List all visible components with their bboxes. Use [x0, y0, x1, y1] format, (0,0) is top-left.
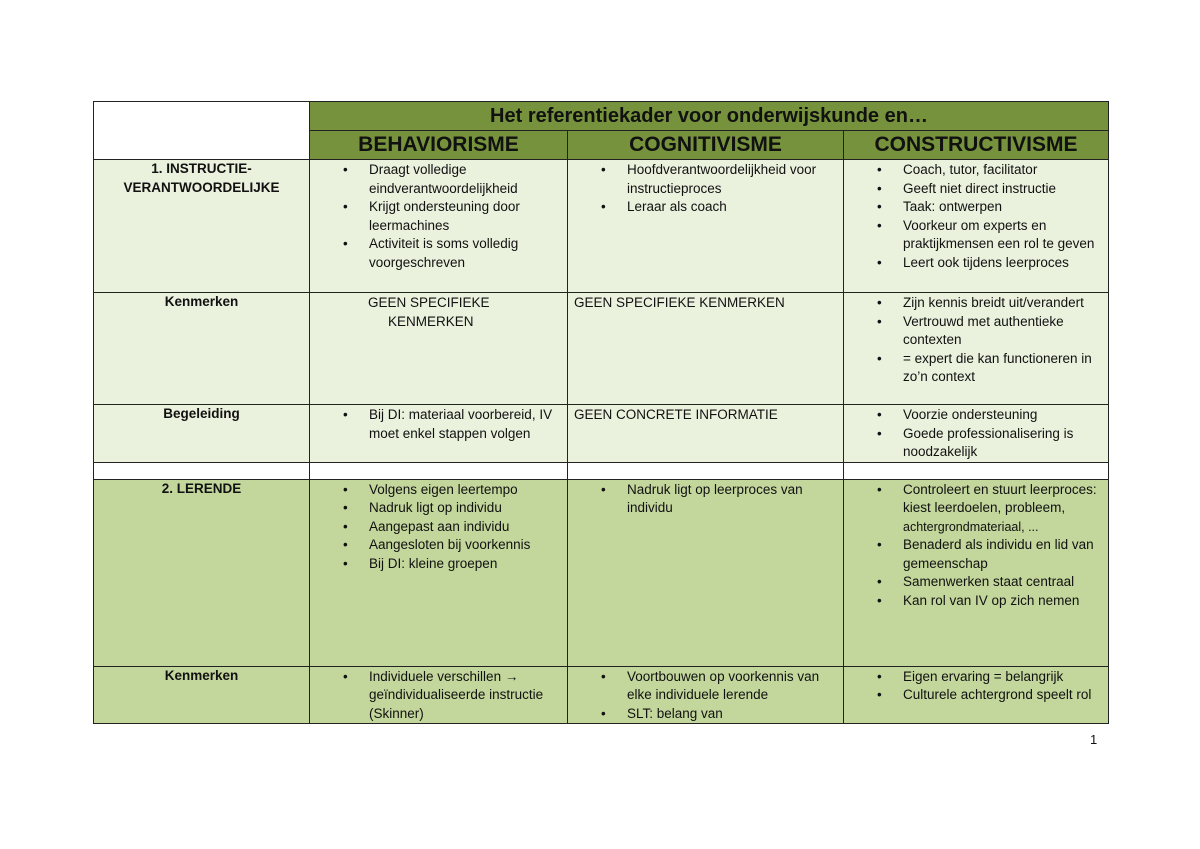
list-item: • Zijn kennis breidt uit/verandert: [844, 294, 1104, 313]
list-item: • Samenwerken staat centraal: [844, 573, 1104, 592]
row-label: 2. LERENDE: [94, 479, 310, 666]
list-item: • Activiteit is soms volledig voorgeschreven: [310, 235, 563, 272]
list-item: • Nadruk ligt op individu: [310, 499, 563, 518]
list-item: • Bij DI: kleine groepen: [310, 555, 563, 574]
list-item: • Kan rol van IV op zich nemen: [844, 592, 1104, 611]
list-item: • Bij DI: materiaal voorbereid, IV moet enkel stappen volgen: [310, 406, 563, 443]
list-item: • Voorkeur om experts en praktijkmensen een rol te geven: [844, 217, 1104, 254]
cell-cognitivisme: [568, 666, 844, 724]
list-item: • = expert die kan functioneren in zo’n context: [844, 350, 1104, 387]
row-label: Begeleiding: [94, 405, 310, 463]
spacer-row: [94, 462, 1109, 479]
column-header-cognitivisme: COGNITIVISME: [568, 131, 844, 160]
table-row: [94, 293, 1109, 405]
list-item: • Culturele achtergrond speelt rol: [844, 686, 1104, 705]
list-item: • Controleert en stuurt leerproces: kiest leerdoelen, probleem, achtergrondmateriaal, ...: [844, 481, 1104, 537]
list-item: • Voorzie ondersteuning: [844, 406, 1104, 425]
table-row: [94, 160, 1109, 293]
cell-constructivisme: [844, 479, 1109, 666]
list-item: • Coach, tutor, facilitator: [844, 161, 1104, 180]
reference-table: [93, 101, 1109, 724]
list-item: • Vertrouwd met authentieke contexten: [844, 313, 1104, 350]
row-label: 1. INSTRUCTIE- VERANTWOORDELIJKE: [94, 160, 310, 293]
list-item: • Nadruk ligt op leerproces van individu: [568, 481, 839, 518]
list-item: • Leert ook tijdens leerproces: [844, 254, 1104, 273]
column-header-constructivisme: CONSTRUCTIVISME: [844, 131, 1109, 160]
column-header-behaviorisme: BEHAVIORISME: [310, 131, 568, 160]
page-number: 1: [1090, 732, 1098, 747]
list-item: • Krijgt ondersteuning door leermachines: [310, 198, 563, 235]
cell-cognitivisme: [568, 160, 844, 293]
list-item: • Draagt volledige eindverantwoordelijkheid: [310, 161, 563, 198]
list-item: • Taak: ontwerpen: [844, 198, 1104, 217]
list-item: • Hoofdverantwoordelijkheid voor instructieproces: [568, 161, 839, 198]
list-item: • Volgens eigen leertempo: [310, 481, 563, 500]
table-title: Het referentiekader voor onderwijskunde en…: [310, 102, 1109, 131]
table-row: [94, 405, 1109, 463]
cell-cognitivisme: [568, 479, 844, 666]
table-row: [94, 666, 1109, 724]
cell-constructivisme: [844, 160, 1109, 293]
cell-constructivisme: [844, 405, 1109, 463]
list-item: • Geeft niet direct instructie: [844, 180, 1104, 199]
cell-constructivisme: [844, 293, 1109, 405]
list-item: • Leraar als coach: [568, 198, 839, 217]
cell-constructivisme: [844, 666, 1109, 724]
row-label: Kenmerken: [94, 293, 310, 405]
list-item: • Benaderd als individu en lid van gemeenschap: [844, 536, 1104, 573]
list-item: • Voortbouwen op voorkennis van elke individuele lerende: [568, 668, 839, 705]
list-item: • Aangepast aan individu: [310, 518, 563, 537]
cell-behaviorisme: [310, 666, 568, 724]
cell-behaviorisme: [310, 160, 568, 293]
list-item: • SLT: belang van: [568, 705, 839, 724]
list-item: • Aangesloten bij voorkennis: [310, 536, 563, 555]
list-item: • Eigen ervaring = belangrijk: [844, 668, 1104, 687]
cell-cognitivisme: GEEN SPECIFIEKE KENMERKEN: [568, 293, 844, 405]
cell-behaviorisme: GEEN SPECIFIEKE KENMERKEN: [310, 293, 568, 405]
cell-cognitivisme: GEEN CONCRETE INFORMATIE: [568, 405, 844, 463]
cell-behaviorisme: [310, 405, 568, 463]
list-item: • Goede professionalisering is noodzakelijk: [844, 425, 1104, 462]
table-row: [94, 479, 1109, 666]
corner-cell: [94, 102, 310, 160]
row-label: Kenmerken: [94, 666, 310, 724]
cell-behaviorisme: [310, 479, 568, 666]
list-item: • Individuele verschillen → geïndividualiseerde instructie (Skinner): [310, 668, 563, 724]
